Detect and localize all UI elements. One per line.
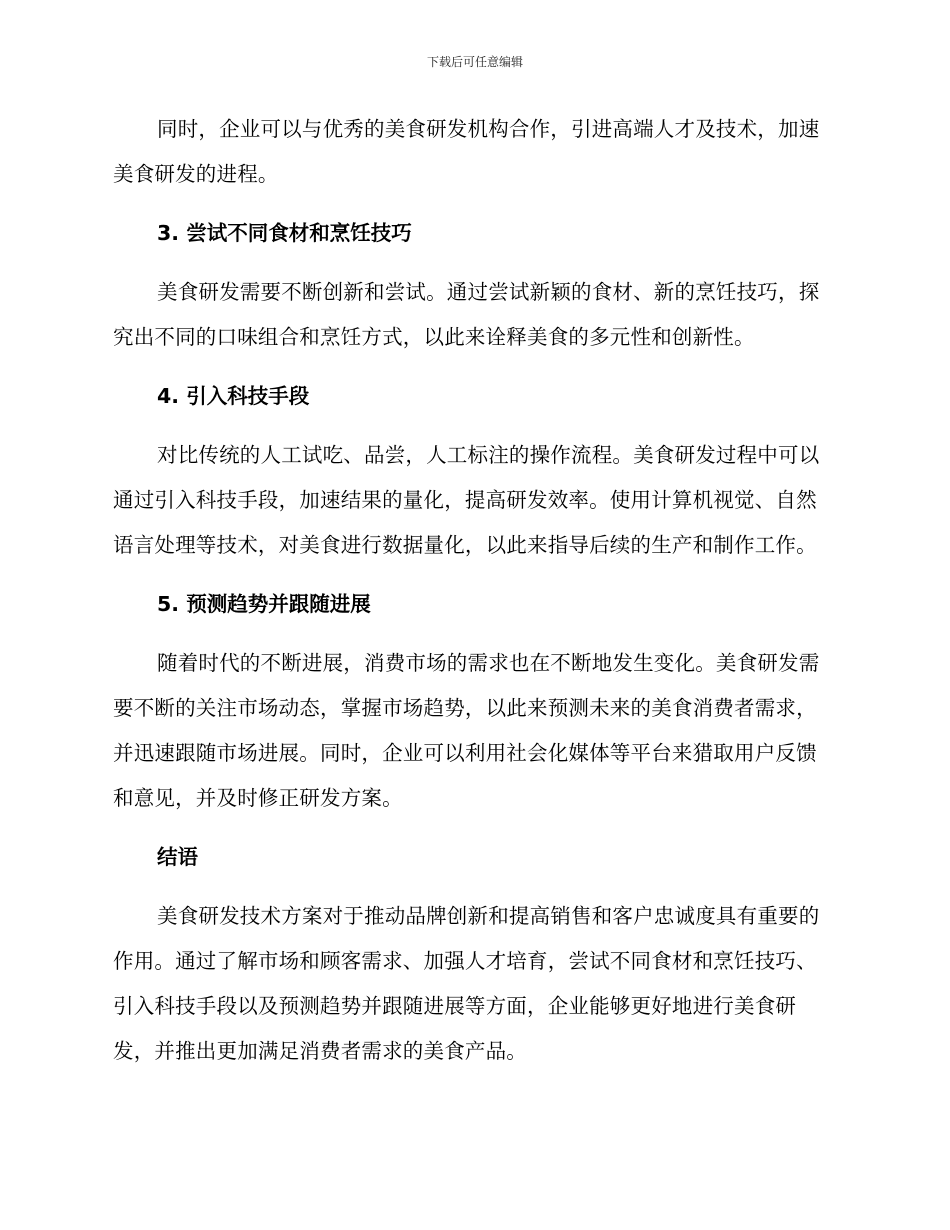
spacer <box>113 256 833 270</box>
spacer <box>113 627 833 641</box>
section-heading-3: 3. 尝试不同食材和烹饪技巧 <box>157 221 412 245</box>
spacer <box>113 880 833 894</box>
paragraph-conclusion: 美食研发技术方案对于推动品牌创新和提高销售和客户忠诚度具有重要的作用。通过了解市场和顾客需求、加强人才培育，尝试不同食材和烹饪技巧、引入科技手段以及预测趋势并跟随进展等方面，企业能够更好地进行美食研发，并推出更加满足消费者需求的美食产品。 <box>113 904 820 1063</box>
section-heading-conclusion: 结语 <box>157 845 198 869</box>
paragraph-cooperation: 同时，企业可以与优秀的美食研发机构合作，引进高端人才及技术，加速美食研发的进程。 <box>113 117 820 186</box>
spacer <box>113 419 833 433</box>
section-heading-5: 5. 预测趋势并跟随进展 <box>157 592 371 616</box>
spacer <box>113 568 833 582</box>
page-header: 下载后可任意编辑 <box>426 55 523 69</box>
spacer <box>113 197 833 211</box>
paragraph-technology: 对比传统的人工试吃、品尝，人工标注的操作流程。美食研发过程中可以通过引入科技手段，加速结果的量化，提高研发效率。使用计算机视觉、自然语言处理等技术，对美食进行数据量化，以此来指导后续的生产和制作工作。 <box>113 443 820 557</box>
spacer <box>113 821 833 835</box>
paragraph-trends: 随着时代的不断进展，消费市场的需求也在不断地发生变化。美食研发需要不断的关注市场动态，掌握市场趋势，以此来预测未来的美食消费者需求，并迅速跟随市场进展。同时，企业可以利用社会化媒体等平台来猎取用户反馈和意见，并及时修正研发方案。 <box>113 651 820 810</box>
paragraph-ingredients: 美食研发需要不断创新和尝试。通过尝试新颖的食材、新的烹饪技巧，探究出不同的口味组合和烹饪方式，以此来诠释美食的多元性和创新性。 <box>113 280 820 349</box>
spacer <box>113 360 833 374</box>
section-heading-4: 4. 引入科技手段 <box>157 384 310 408</box>
document-body <box>113 107 833 1074</box>
